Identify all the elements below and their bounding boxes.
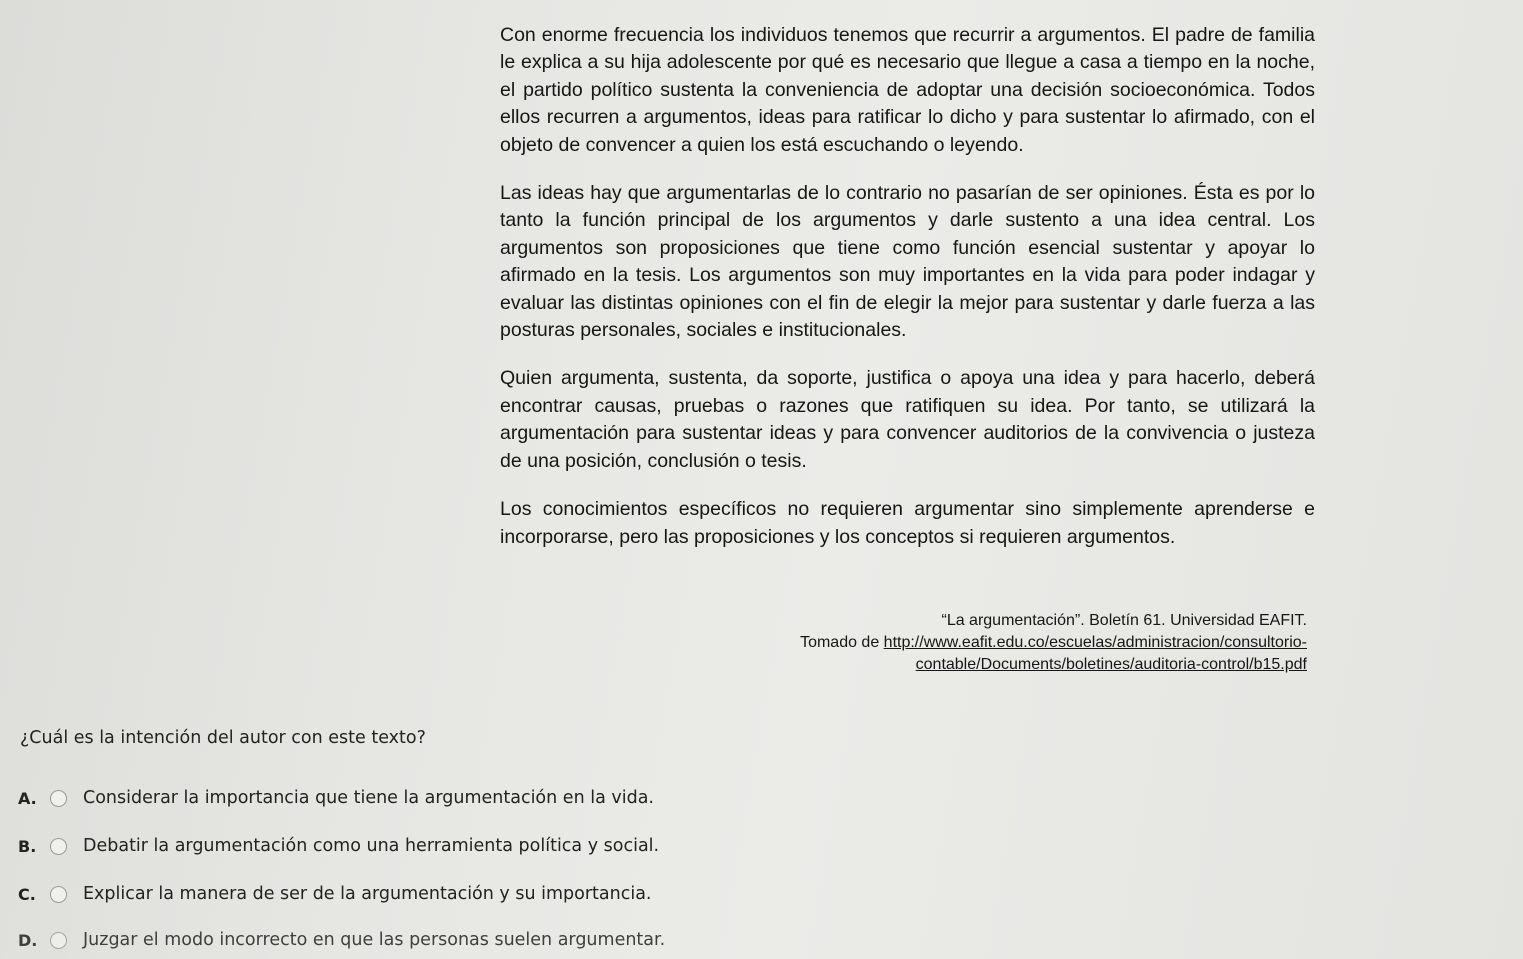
option-c-radio[interactable] (50, 886, 67, 903)
option-d-text: Juzgar el modo incorrecto en que las personas suelen argumentar. (83, 930, 666, 950)
option-b-radio[interactable] (50, 838, 67, 855)
option-a-letter: A. (18, 788, 37, 808)
option-a-text: Considerar la importancia que tiene la argumentación en la vida. (83, 788, 654, 808)
option-d[interactable] (18, 930, 665, 950)
option-b[interactable] (18, 836, 659, 856)
reading-passage (500, 22, 1315, 572)
citation-url-part-1[interactable]: http://www.eafit.edu.co/escuelas/administracion/consultorio- (883, 634, 1307, 651)
option-d-radio[interactable] (50, 932, 67, 949)
option-c[interactable] (18, 884, 651, 904)
citation (667, 610, 1307, 676)
citation-link-line (667, 632, 1307, 654)
option-d-letter: D. (18, 930, 38, 950)
citation-link-line-2 (667, 654, 1307, 676)
citation-url-part-2[interactable]: contable/Documents/boletines/auditoria-control/b15.pdf (915, 656, 1307, 673)
paragraph-2: Las ideas hay que argumentarlas de lo contrario no pasarían de ser opiniones. Ésta es por lo tanto la función principal de los argumentos y darle sustento a una idea central. Los argumentos son proposiciones que tiene como función esencial sustentar y apoyar lo afirmado en la tesis. Los argumentos son muy importantes en la vida para poder indagar y evaluar las distintas opiniones con el fin de elegir la mejor para sustentar y darle fuerza a las posturas personales, sociales e institucionales. (500, 182, 1315, 342)
option-c-text: Explicar la manera de ser de la argumentación y su importancia. (83, 884, 652, 904)
paragraph-1: Con enorme frecuencia los individuos tenemos que recurrir a argumentos. El padre de familia le explica a su hija adolescente por qué es necesario que llegue a casa a tiempo en la noche, el partido político sustenta la conveniencia de adoptar una decisión socioeconómica. Todos ellos recurren a argumentos, ideas para ratificar lo dicho y para sustentar lo afirmado, con el objeto de convencer a quien los está escuchando o leyendo. (500, 24, 1315, 156)
paragraph-4: Los conocimientos específicos no requieren argumentar sino simplemente aprenderse e incorporarse, pero las proposiciones y los conceptos si requieren argumentos. (500, 498, 1315, 548)
question-text: ¿Cuál es la intención del autor con este texto? (20, 728, 426, 748)
citation-source: “La argumentación”. Boletín 61. Universidad EAFIT. (941, 612, 1307, 629)
option-a-radio[interactable] (50, 790, 67, 807)
option-c-letter: C. (18, 884, 36, 904)
citation-prefix: Tomado de (800, 634, 884, 651)
option-b-letter: B. (18, 836, 37, 856)
option-a[interactable] (18, 788, 654, 808)
paragraph-3: Quien argumenta, sustenta, da soporte, justifica o apoya una idea y para hacerlo, deberá encontrar causas, pruebas o razones que ratifiquen su idea. Por tanto, se utilizará la argumentación para sustentar ideas y para convencer auditorios de la convivencia o justeza de una posición, conclusión o tesis. (500, 367, 1315, 472)
option-b-text: Debatir la argumentación como una herramienta política y social. (83, 836, 660, 856)
